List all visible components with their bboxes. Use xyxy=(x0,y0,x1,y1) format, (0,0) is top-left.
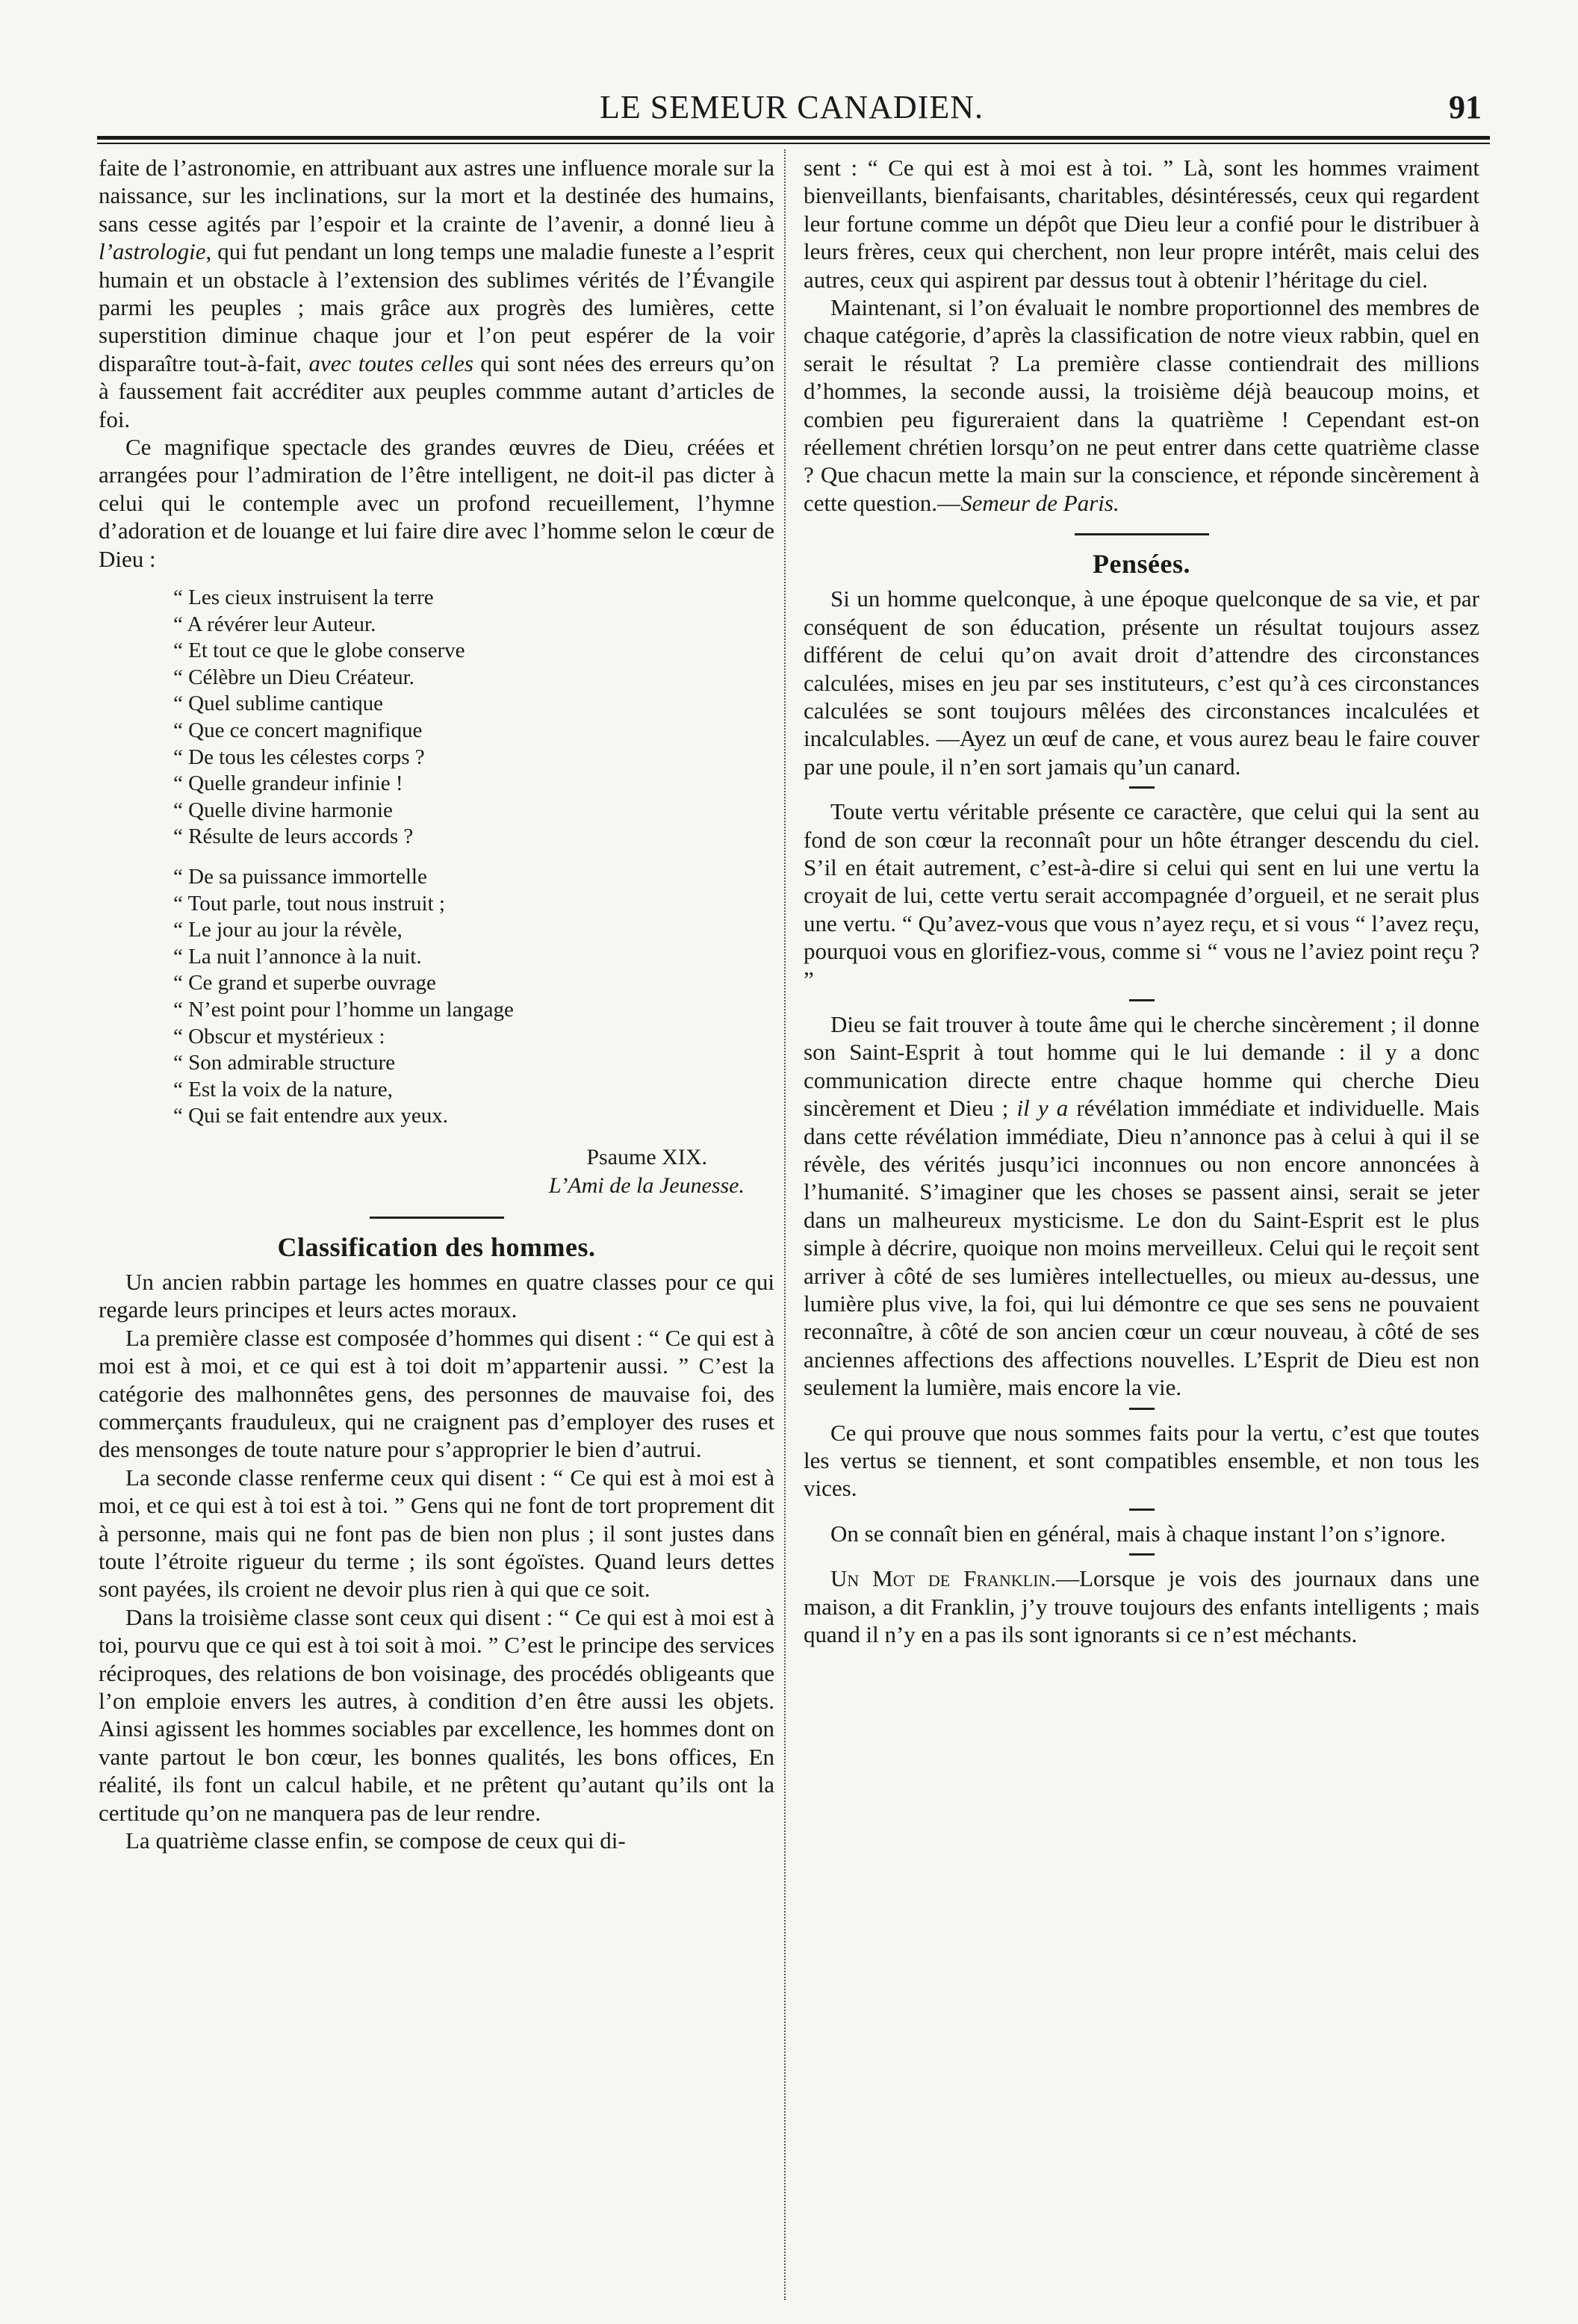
classification-intro: Un ancien rabbin partage les hommes en quatre classes pour ce qui regarde leurs principes et leurs actes moraux. xyxy=(99,1268,774,1323)
poem-line: “ Célèbre un Dieu Créateur. xyxy=(173,665,414,689)
psalm-poem xyxy=(173,585,774,1130)
franklin-paragraph: Un Mot de Franklin.—Lorsque je vois des journaux dans une maison, a dit Franklin, j’y trouve toujours des enfants intelligents ; mais quand il n’y en a pas ils sont ignorants si ce n’est méchants. xyxy=(804,1565,1479,1648)
poem-source: Psaume XIX. xyxy=(586,1144,707,1169)
poem-stanza-1 xyxy=(173,585,774,851)
poem-line: “ Qui se fait entendre aux yeux. xyxy=(173,1104,448,1128)
poem-line: “ Tout parle, tout nous instruit ; xyxy=(173,891,445,916)
semeur-credit: Semeur de Paris. xyxy=(960,489,1119,516)
evaluation-paragraph: Maintenant, si l’on évaluait le nombre proportionnel des membres de chaque catégorie, d’après la classification de notre vieux rabbin, quel en serait le résultat ? La première classe contiendrait des millions d’hommes, la seconde aussi, la troisième déjà beaucoup moins, et combien peu figureraient dans la quatrième ! Cependant est-on réellement chrétien lorsqu’on ne peut entrer dans cette quatrième classe ? Que chacun mette la main sur la conscience, et réponde sincèrement à cette question.—Semeur de Paris. xyxy=(804,294,1479,516)
column-separator xyxy=(784,149,786,2300)
classification-heading: Classification des hommes. xyxy=(277,1231,596,1262)
poem-credit: L’Ami de la Jeunesse. xyxy=(548,1172,745,1198)
poem-line: “ N’est point pour l’homme un langage xyxy=(173,998,514,1022)
poem-line: “ Que ce concert magnifique xyxy=(173,718,423,743)
third-class-paragraph: Dans la troisième classe sont ceux qui disent : “ Ce qui est à moi est à toi, pourvu que ce qui est à toi soit à moi. ” C’est le principe des services réciproques, des relations de bon voisinage, des procédés obligeants que l’on emploie envers les autres, à condition d’en être aussi les objets. Ainsi agissent les hommes sociables par excellence, les hommes dont on vante partout le bon cœur, les bonnes qualités, les bons offices, En réalité, ils font un calcul habile, et ne prêtent qu’autant qu’ils ont la certitude qu’on ne manquera pas de leur rendre. xyxy=(99,1603,774,1826)
poem-stanza-2 xyxy=(173,864,774,1130)
newspaper-title: LE SEMEUR CANADIEN. xyxy=(600,89,984,125)
poem-line: “ Les cieux instruisent la terre xyxy=(173,585,434,610)
section-divider xyxy=(1075,533,1209,535)
second-class-paragraph: La seconde classe renferme ceux qui disent : “ Ce qui est à moi est à moi, et ce qui est à toi est à toi. ” Gens qui ne font de tort proprement dit à personne, mais qui ne font pas de bien non plus ; il sont justes dans toute l’étroite rigueur du terme ; ils sont égoïstes. Quand leurs dettes sont payées, ils croient ne devoir plus rien à qui que ce soit. xyxy=(99,1464,774,1603)
right-column xyxy=(804,154,1479,1649)
pensee-dash xyxy=(1129,999,1155,1001)
fourth-class-paragraph: La quatrième classe enfin, se compose de ceux qui di- xyxy=(125,1827,626,1854)
spectacle-paragraph: Ce magnifique spectacle des grandes œuvres de Dieu, créées et arrangées pour l’admiration de l’être intelligent, ne doit-il pas dicter à celui qui le contemple avec un profond recueillement, l’hymne d’adoration et de louange et lui faire dire avec l’homme selon le cœur de Dieu : xyxy=(99,434,774,572)
poem-line: “ Le jour au jour la révèle, xyxy=(173,918,403,942)
poem-line: “ Quelle grandeur infinie ! xyxy=(173,771,403,796)
pensee-dash xyxy=(1129,1553,1155,1556)
header-rule-thin xyxy=(97,143,1490,144)
poem-line: “ Quel sublime cantique xyxy=(173,692,384,716)
pensee-education: Si un homme quelconque, à une époque quelconque de sa vie, et par conséquent de son éducation, présente un résultat toujours assez différent de celui qu’on avait droit d’attendre des circonstances calculées, mises en jeu par ses instituteurs, c’est qu’à ces circonstances calculées se sont toujours mêlées des circonstances incalculées et incalculables. —Ayez un œuf de cane, et vous aurez beau le faire couver par une poule, il n’en sort jamais qu’un canard. xyxy=(804,585,1479,780)
page-number: 91 xyxy=(1449,89,1482,125)
header-rule-thick xyxy=(97,136,1490,140)
poem-line: “ Est la voix de la nature, xyxy=(173,1077,393,1102)
poem-line: “ Quelle divine harmonie xyxy=(173,798,393,822)
poem-line: “ Son admirable structure xyxy=(173,1051,396,1075)
franklin-label: Un Mot de Franklin. xyxy=(830,1565,1057,1592)
pensee-dash xyxy=(1129,1408,1155,1410)
poem-line: “ Résulte de leurs accords ? xyxy=(173,824,414,849)
poem-line: “ Ce grand et superbe ouvrage xyxy=(173,971,436,995)
left-column xyxy=(99,154,774,1855)
pensee-connaissance: On se connaît bien en général, mais à chaque instant l’on s’ignore. xyxy=(830,1520,1446,1547)
poem-line: “ De sa puissance immortelle xyxy=(173,865,427,889)
poem-line: “ La nuit l’annonce à la nuit. xyxy=(173,944,422,969)
astronomy-paragraph: faite de l’astronomie, en attribuant aux astres une influence morale sur la naissance, sur les inclinations, sur la mort et la destinée des humains, sans cesse agités par l’espoir et la crainte de l’avenir, a donné lieu à l’astrologie, qui fut pendant un long temps une maladie funeste a l’esprit humain et un obstacle à l’extension des sublimes vérités de l’Évangile parmi les peuples ; mais grâce aux progrès des lumières, cette superstition diminue chaque jour et l’on peut espérer de la voir disparaître tout-à-fait, avec toutes celles qui sont nées des erreurs qu’on à faussement fait accréditer aux peuples commme autant d’articles de foi. xyxy=(99,155,774,432)
pensee-vertu: Toute vertu véritable présente ce caractère, que celui qui la sent au fond de son cœur la reconnaît pour un hôte étranger descendu du ciel. S’il en était autrement, c’est-à-dire si celui qui sent en lui une vertu la croyait de lui, cette vertu serait accompagnée d’orgueil, et ne serait plus une vertu. “ Qu’avez-vous que vous n’ayez reçu, et si vous “ l’avez reçu, pourquoi vous en glorifiez-vous, comme si “ vous ne l’aviez point reçu ? ” xyxy=(804,798,1479,992)
poem-line: “ A révérer leur Auteur. xyxy=(173,612,376,636)
pensee-saint-esprit: Dieu se fait trouver à toute âme qui le cherche sincèrement ; il donne son Saint-Esprit à tout homme qui le lui demande : il y a donc communication directe entre chaque homme qui cherche Dieu sincèrement et Dieu ; il y a révélation immédiate et individuelle. Mais dans cette révélation immédiate, Dieu n’annonce pas à celui à qui il se révèle, des vérités jusqu’ici inconnues ou non encore annoncées à l’humanité. S’imaginer que les choses se passent ainsi, serait se jeter dans un malheureux mysticisme. Le don du Saint-Esprit est le plus simple à décrire, quoique non moins merveilleux. Celui qui le reçoit sent arriver à côté de ses lumières intellectuelles, ou mieux au-dessus, une lumière plus vive, la foi, qui lui démontre ce que ses sens ne pouvaient reconnaître, à côté de son ancien cœur un cœur nouveau, à côté de ses anciennes affections des affections nouvelles. L’Esprit de Dieu est non seulement la lumière, mais encore la vie. xyxy=(804,1010,1479,1401)
pensees-heading: Pensées. xyxy=(1093,549,1190,580)
first-class-paragraph: La première classe est composée d’hommes qui disent : “ Ce qui est à moi est à moi, et ce qui est à toi doit m’appartenir aussi. ” C’est la catégorie des malhonnêtes gens, des personnes de mauvaise foi, des commerçants frauduleux, qui ne craignent pas d’employer des ruses et des mensonges de toute nature pour s’approprier le bien d’autrui. xyxy=(99,1324,774,1463)
pensee-dash xyxy=(1129,786,1155,789)
fourth-class-continued: sent : “ Ce qui est à moi est à toi. ” Là, sont les hommes vraiment bienveillants, bienfaisants, charitables, désintéressés, ceux qui regardent leur fortune comme un dépôt que Dieu leur a confié pour le distribuer à leurs frères, ceux qui cherchent, non leur propre intérêt, mais celui des autres, ceux qui aspirent par dessus tout à obtenir l’héritage du ciel. xyxy=(804,155,1479,293)
pensee-dash xyxy=(1129,1509,1155,1511)
poem-line: “ Obscur et mystérieux : xyxy=(173,1024,385,1048)
poem-line: “ Et tout ce que le globe conserve xyxy=(173,639,465,663)
poem-line: “ De tous les célestes corps ? xyxy=(173,745,425,769)
page-header xyxy=(97,82,1486,134)
pensee-vices: Ce qui prouve que nous sommes faits pour la vertu, c’est que toutes les vertus se tiennent, et sont compatibles ensemble, et non tous les vices. xyxy=(804,1419,1479,1502)
section-divider xyxy=(370,1217,504,1219)
